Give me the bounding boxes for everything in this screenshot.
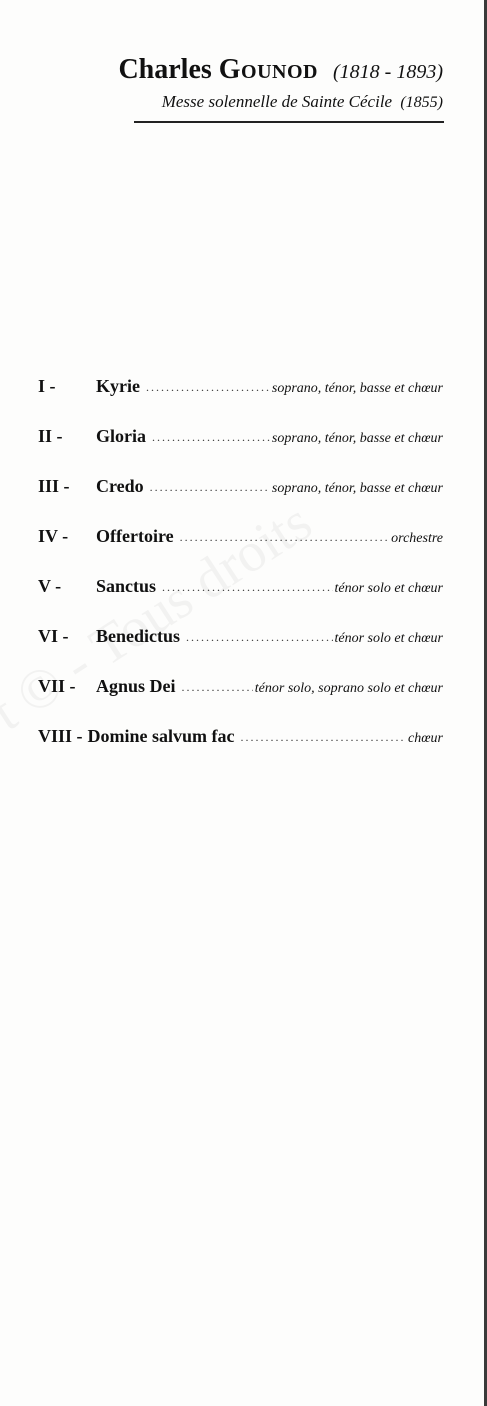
movement-voices: chœur [408,731,443,746]
dot-leader [162,580,332,595]
work-line [118,90,443,119]
movement-title: Gloria [96,426,146,446]
movement-row [38,476,443,526]
movement-voices: ténor solo et chœur [334,581,443,596]
movement-number: I - [38,376,56,396]
movement-voices: soprano, ténor, basse et chœur [271,431,443,446]
header [118,52,443,119]
movement-title: Benedictus [96,626,181,646]
movement-row [38,376,443,426]
movement-voices: soprano, ténor, basse et chœur [271,481,443,496]
movement-row [38,576,443,626]
movement-number: VII - [38,676,76,696]
composer-line [118,52,443,90]
dot-leader [180,530,390,545]
movement-title: Agnus Dei [96,676,176,696]
movement-row [38,676,443,726]
header-rule [134,121,444,123]
dot-leader [241,730,406,745]
composer-dates: (1818 - 1893) [333,61,443,83]
movement-title: Domine salvum fac [87,726,235,746]
movement-title: Kyrie [96,376,140,396]
movement-number: III - [38,476,70,496]
movement-title: Sanctus [96,576,157,596]
movement-voices: orchestre [391,531,443,546]
movement-row [38,526,443,576]
composer-first-name: Charles [118,54,212,85]
dot-leader [146,380,270,395]
movement-voices: ténor solo et chœur [334,631,443,646]
dot-leader [182,680,253,695]
movement-title: Offertoire [96,526,174,546]
movement-row [38,726,443,776]
work-title: Messe solennelle de Sainte Cécile [161,92,393,111]
movement-list [38,376,443,776]
movement-voices: soprano, ténor, basse et chœur [271,381,443,396]
movement-number: VI - [38,626,69,646]
movement-number: IV - [38,526,69,546]
dot-leader [152,430,270,445]
dot-leader [186,630,332,645]
movement-voices: ténor solo, soprano solo et chœur [254,681,443,696]
movement-title: Credo [96,476,144,496]
movement-row [38,426,443,476]
movement-row [38,626,443,676]
dot-leader [150,480,270,495]
movement-number: II - [38,426,63,446]
composer-last-name: Gounod [218,54,319,85]
work-year: (1855) [400,94,443,111]
movement-number: VIII - [38,726,83,746]
movement-number: V - [38,576,62,596]
